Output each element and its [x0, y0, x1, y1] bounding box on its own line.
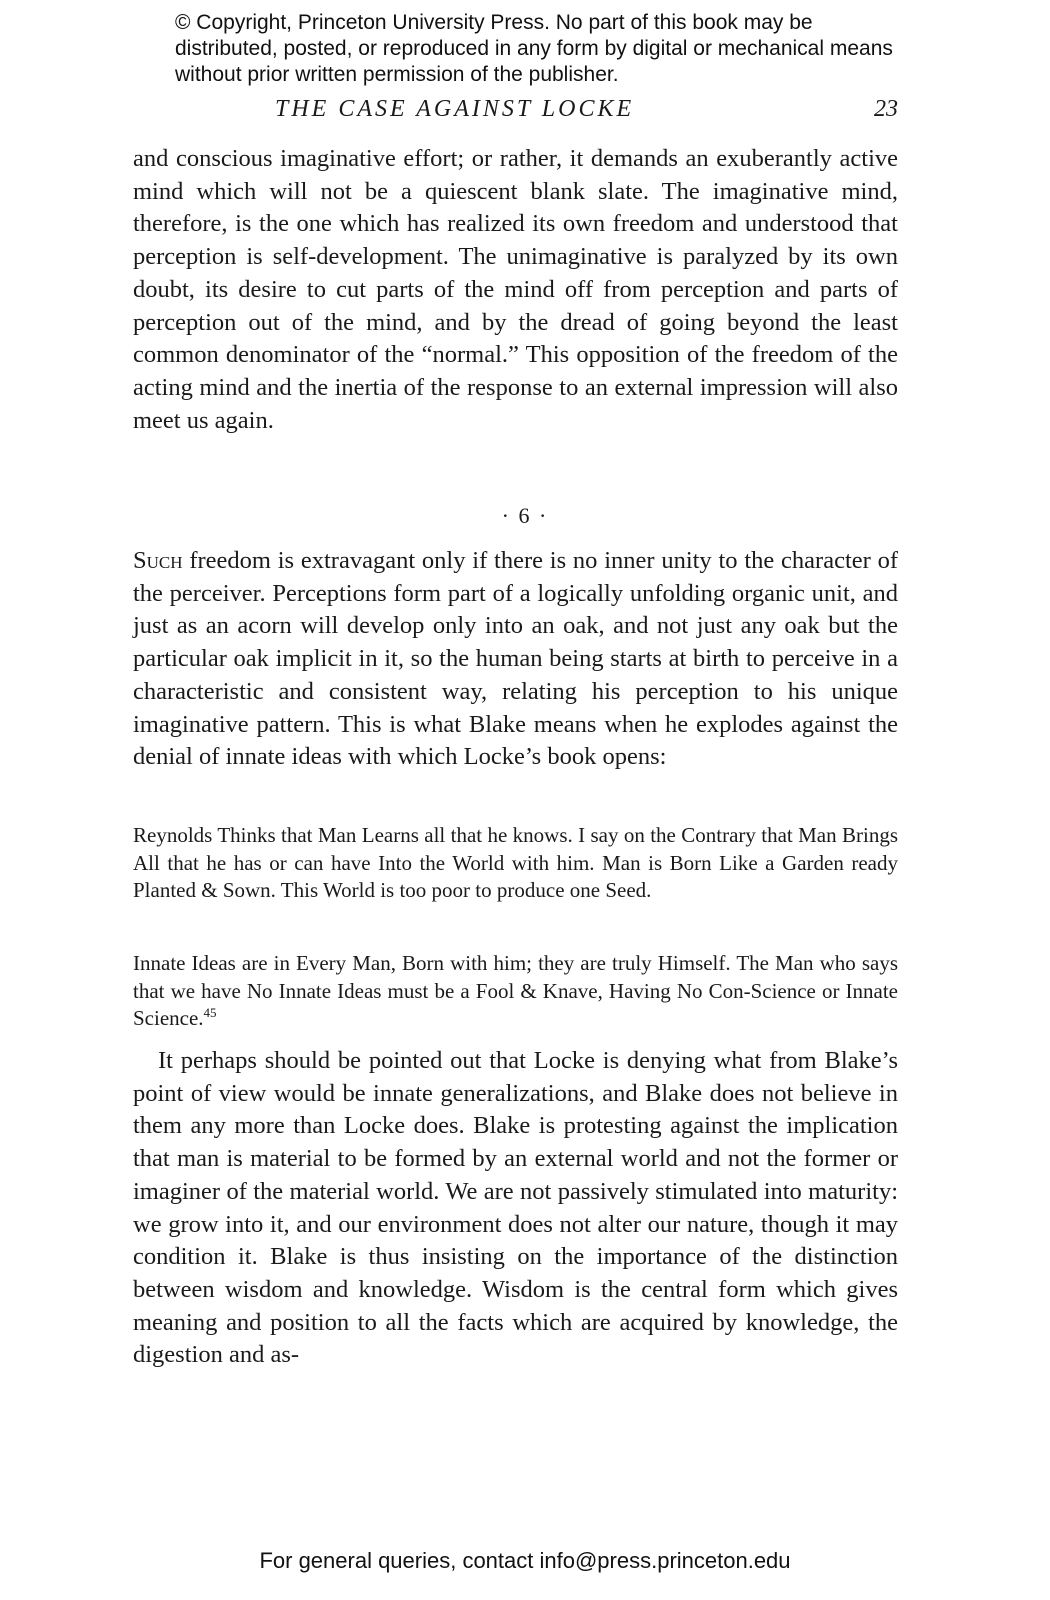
paragraph-3: It perhaps should be pointed out that Locke is denying what from Blake’s point of view would be innate generalizations, and Blake does not believe in them any more than Locke does. Blake is protesting against the implication that man is material to be formed by an external world and not the former or imaginer of the material world. We are not passively stimulated into maturity: we grow into it, and our environment does not alter our nature, though it may condition it. Blake is thus insisting on the importance of the distinction between wisdom and knowledge. Wisdom is the central form which gives meaning and position to all the facts which are acquired by knowledge, the digestion and as-: [133, 1047, 898, 1369]
block-quote-1: Reynolds Thinks that Man Learns all that he knows. I say on the Contrary that Man Brings All that he has or can have Into the World with him. Man is Born Like a Garden ready Planted & Sown. This World is too poor to produce one Seed.: [133, 823, 898, 902]
footnote-reference: 45: [203, 1005, 217, 1020]
running-head: [0, 96, 1050, 130]
copyright-notice: © Copyright, Princeton University Press. No part of this book may be distributed, posted, or reproduced in any form by digital or mechanical means without prior written permission of the publisher.: [175, 11, 893, 86]
paragraph-2: [133, 545, 898, 774]
block-quote-2: [133, 950, 898, 1033]
page-number: 23: [874, 96, 898, 122]
paragraph-1: and conscious imaginative effort; or rather, it demands an exuberantly active mind which will not be a quiescent blank slate. The imaginative mind, therefore, is the one which has realized its own freedom and understood that perception is self-development. The unimaginative is paralyzed by its own doubt, its desire to cut parts of the mind off from perception and parts of perception out of the mind, and by the dread of going beyond the least common denominator of the “normal.” This opposition of the freedom of the acting mind and the inertia of the response to an external impression will also meet us again.: [133, 145, 898, 434]
paragraph-2-text: freedom is extravagant only if there is no inner unity to the character of the perceiver. Perceptions form part of a logically unfolding organic unit, and just as an acorn will develop only into an oak, and not just any oak but the particular oak implicit in it, so the human being starts at birth to perceive in a characteristic and consistent way, relating his perception to his unique imaginative pattern. This is what Blake means when he explodes against the denial of innate ideas with which Locke’s book opens:: [133, 547, 898, 771]
footer-contact: For general queries, contact info@press.princeton.edu: [259, 1548, 791, 1573]
paragraph-2-lead-word: Such: [133, 547, 183, 574]
section-number: · 6 ·: [501, 503, 549, 528]
running-title: THE CASE AGAINST LOCKE: [275, 96, 635, 122]
block-quote-2-text: Innate Ideas are in Every Man, Born with him; they are truly Himself. The Man who says that we have No Innate Ideas must be a Fool & Knave, Having No Con-Science or Innate Science.: [133, 951, 898, 1030]
